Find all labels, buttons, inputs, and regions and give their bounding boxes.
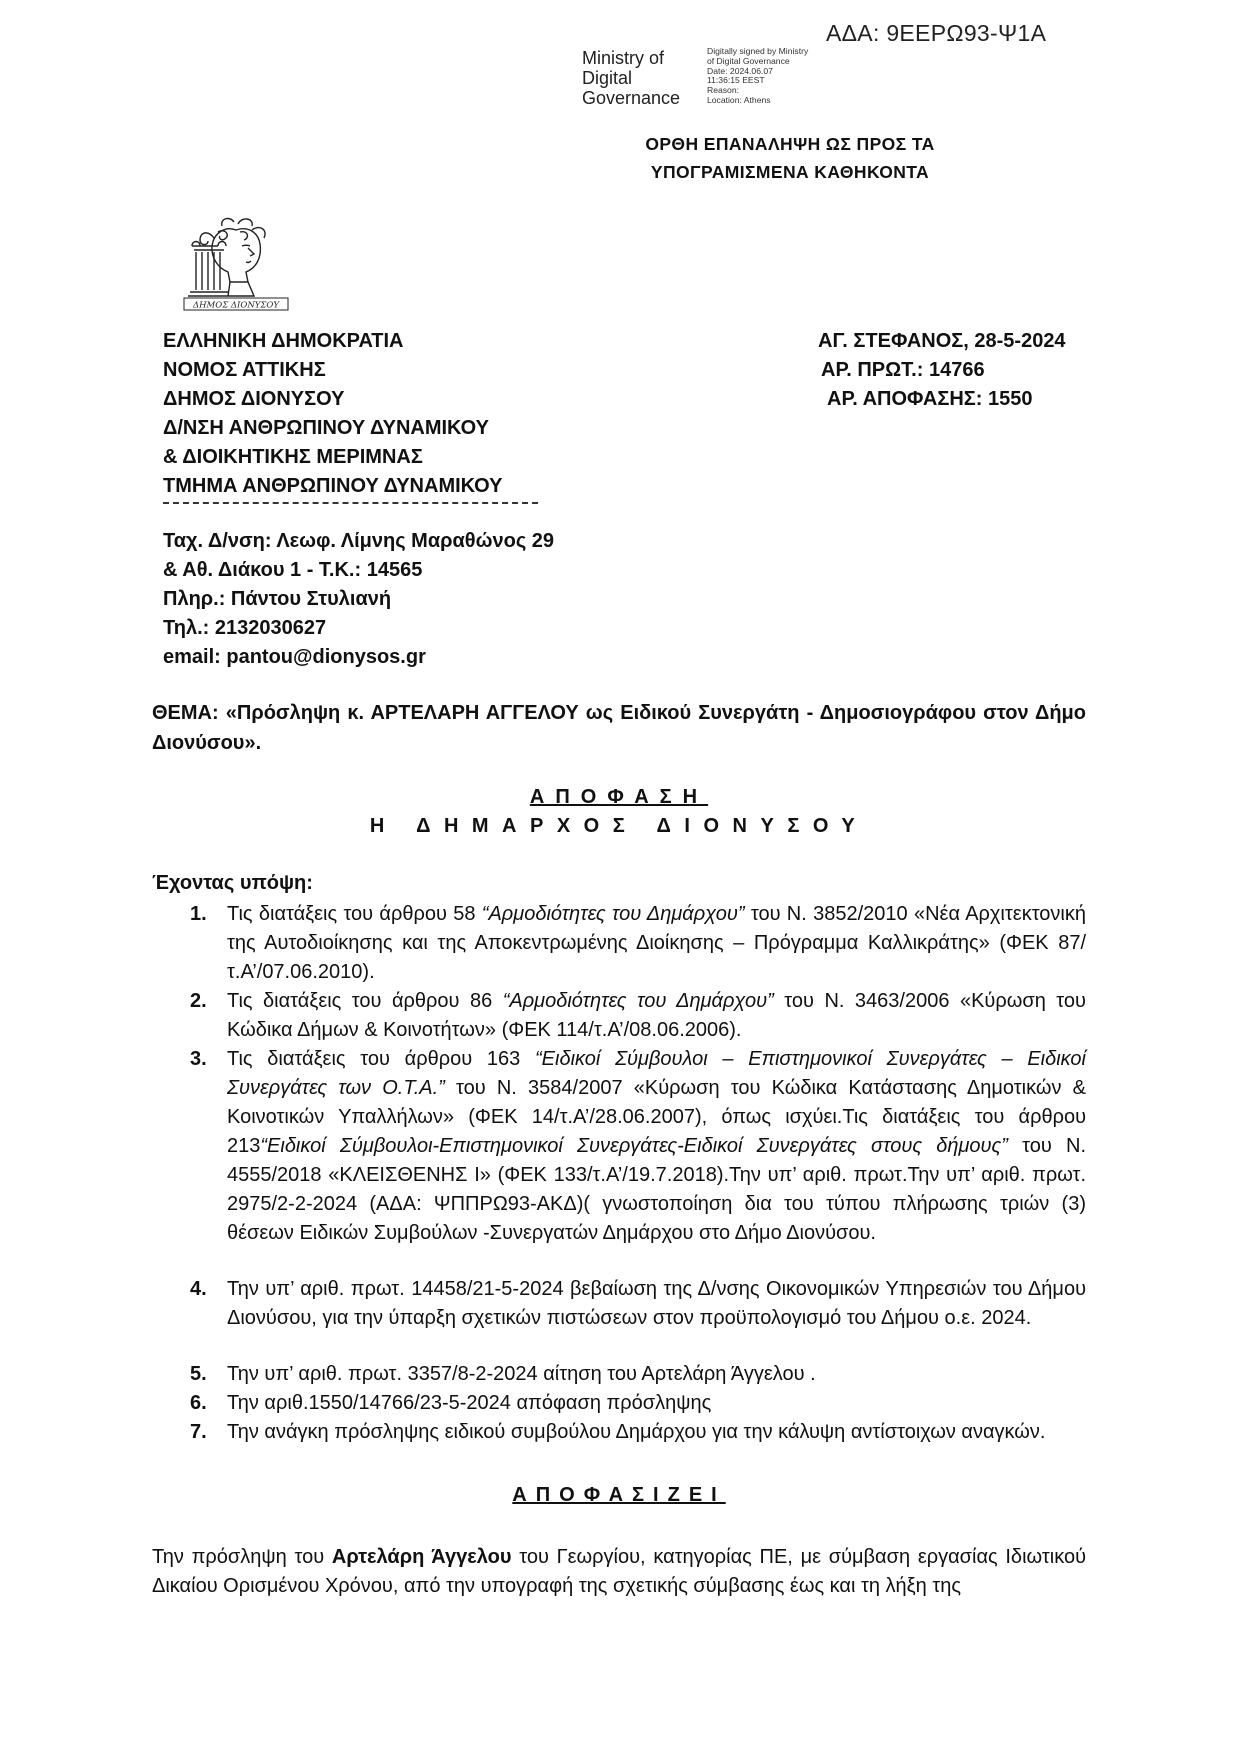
decision-paragraph bbox=[152, 1543, 1086, 1601]
item-text: Τις διατάξεις του άρθρου 86 bbox=[227, 990, 503, 1012]
considering-label: Έχοντας υπόψη: bbox=[152, 872, 313, 894]
org-line: Δ/ΝΣΗ ΑΝΘΡΩΠΙΝΟΥ ΔΥΝΑΜΙΚΟΥ bbox=[163, 417, 489, 439]
item-text: Τις διατάξεις του άρθρου 163 bbox=[227, 1048, 536, 1070]
item-number: 1. bbox=[190, 903, 207, 925]
item-text: Τις διατάξεις του άρθρου 58 bbox=[227, 903, 482, 925]
protocol-number: ΑΡ. ΠΡΩΤ.: 14766 bbox=[821, 359, 985, 381]
item-citation-title: “Αρμοδιότητες του Δημάρχου” bbox=[502, 990, 774, 1012]
contact-line: & Αθ. Διάκου 1 - Τ.Κ.: 14565 bbox=[163, 559, 423, 581]
decision-heading-text: ΑΠΟΦΑΣΗ bbox=[529, 786, 709, 808]
decides-heading-text: ΑΠΟΦΑΣΙΖΕΙ bbox=[512, 1484, 726, 1506]
consideration-item bbox=[152, 1418, 1086, 1447]
municipality-logo-icon bbox=[178, 212, 293, 312]
signature-org-line: Governance bbox=[582, 88, 681, 108]
signature-detail-line: Date: 2024.06.07 bbox=[707, 65, 773, 76]
item-number: 7. bbox=[190, 1421, 207, 1443]
correction-note-line: ΟΡΘΗ ΕΠΑΝΑΛΗΨΗ ΩΣ ΠΡΟΣ ΤΑ bbox=[645, 134, 935, 154]
contact-block bbox=[163, 527, 554, 672]
item-number: 4. bbox=[190, 1278, 207, 1300]
appointee-name: Αρτελάρη Άγγελου bbox=[331, 1546, 512, 1568]
item-text: του Ν. 3463/2006 «Κύρωση του Κώδικα Δήμων & Κοινοτήτων» (ΦΕΚ 114/τ.Α’/08.06.2006). bbox=[227, 990, 1086, 1041]
signature-org bbox=[582, 48, 680, 108]
correction-note bbox=[560, 130, 1020, 186]
org-line: & ΔΙΟΙΚΗΤΙΚΗΣ ΜΕΡΙΜΝΑΣ bbox=[163, 446, 423, 468]
item-text: Την αριθ.1550/14766/23-5-2024 απόφαση πρόσληψης bbox=[227, 1392, 712, 1414]
paragraph-text: Την πρόσληψη του bbox=[152, 1546, 332, 1568]
consideration-item bbox=[152, 1360, 1086, 1389]
signature-org-line: Digital bbox=[582, 68, 633, 88]
org-line: ΝΟΜΟΣ ΑΤΤΙΚΗΣ bbox=[163, 359, 326, 381]
item-text: του Ν. 3852/2010 «Νέα Αρχιτεκτονική της Αυτοδιοίκησης και της Αποκεντρωμένης Διοίκησης – Πρόγραμμα Καλλικράτης» (ΦΕΚ 87/τ.Α’/07.06.2010). bbox=[227, 903, 1086, 983]
item-text: Την ανάγκη πρόσληψης ειδικού συμβούλου Δημάρχου για την κάλυψη αντίστοιχων αναγκών. bbox=[227, 1421, 1046, 1443]
org-line: ΕΛΛΗΝΙΚΗ ΔΗΜΟΚΡΑΤΙΑ bbox=[163, 330, 404, 352]
item-text: Την υπ’ αριθ. πρωτ. 3357/8-2-2024 αίτηση του Αρτελάρη Άγγελου . bbox=[227, 1363, 816, 1385]
item-text: Την υπ’ αριθ. πρωτ. 14458/21-5-2024 βεβαίωση της Δ/νσης Οικονομικών Υπηρεσιών του Δήμου Διονύσου, για την ύπαρξη σχετικών πιστώσεων στον προϋπολογισμό του Δήμου ο.ε. 2024. bbox=[227, 1278, 1086, 1329]
signature-details bbox=[707, 47, 808, 106]
mayor-heading: Η ΔΗΜΑΡΧΟΣ ΔΙΟΝΥΣΟΥ bbox=[369, 815, 869, 837]
contact-line: Ταχ. Δ/νση: Λεωφ. Λίμνης Μαραθώνος 29 bbox=[163, 530, 555, 552]
contact-email: email: pantou@dionysos.gr bbox=[163, 646, 426, 668]
decides-heading bbox=[152, 1484, 1086, 1507]
paragraph-text: του Γεωργίου, κατηγορίας ΠΕ, με σύμβαση εργασίας Ιδιωτικού Δικαίου Ορισμένου Χρόνου, από την υπογραφή της σχετικής σύμβασης έως και τη λήξη της bbox=[152, 1546, 1087, 1597]
dashed-divider bbox=[163, 502, 538, 504]
signature-detail-line: Location: Athens bbox=[707, 94, 771, 105]
org-line: ΤΜΗΜΑ ΑΝΘΡΩΠΙΝΟΥ ΔΥΝΑΜΙΚΟΥ bbox=[163, 475, 503, 497]
signature-detail-line: Reason: bbox=[707, 85, 740, 96]
item-number: 2. bbox=[190, 990, 207, 1012]
contact-line: Τηλ.: 2132030627 bbox=[163, 617, 327, 639]
item-text: του Ν. 3584/2007 «Κύρωση του Κώδικα Κατάστασης Δημοτικών & Κοινοτικών Υπαλλήλων» (ΦΕΚ 14/τ.Α’/28.06.2007), όπως ισχύει.Τις διατάξεις του άρθρου 213 bbox=[227, 1077, 1086, 1157]
subject-line: ΘΕΜΑ: «Πρόσληψη κ. ΑΡΤΕΛΑΡΗ ΑΓΓΕΛΟΥ ως Ειδικού Συνεργάτη - Δημοσιογράφου στον Δήμο Διονύσου». bbox=[152, 702, 1086, 754]
item-citation-title: “Ειδικοί Σύμβουλοι-Επιστημονικοί Συνεργάτες-Ειδικοί Συνεργάτες στους δήμους” bbox=[260, 1135, 1008, 1157]
consideration-item bbox=[152, 1389, 1086, 1418]
considerations-list bbox=[152, 900, 1086, 1447]
signature-org-line: Ministry of bbox=[582, 48, 665, 68]
item-citation-title: “Ειδικοί Σύμβουλοι – Επιστημονικοί Συνεργάτες – Ειδικοί Συνεργάτες των Ο.Τ.Α.” bbox=[227, 1048, 1086, 1099]
consideration-item bbox=[152, 1275, 1086, 1333]
place-date: ΑΓ. ΣΤΕΦΑΝΟΣ, 28-5-2024 bbox=[818, 330, 1066, 352]
organization-block bbox=[163, 327, 503, 501]
org-line: ΔΗΜΟΣ ΔΙΟΝΥΣΟΥ bbox=[163, 388, 345, 410]
decision-heading bbox=[152, 786, 1086, 809]
document-meta bbox=[818, 327, 1066, 414]
consideration-item bbox=[152, 900, 1086, 987]
signature-detail-line: 11:36:15 EEST bbox=[707, 75, 765, 86]
ada-code: ΑΔΑ: 9ΕΕΡΩ93-Ψ1Α bbox=[826, 20, 1047, 46]
contact-line: Πληρ.: Πάντου Στυλιανή bbox=[163, 588, 392, 610]
correction-note-line: ΥΠΟΓΡΑΜΙΣΜΕΝΑ ΚΑΘΗΚΟΝΤΑ bbox=[650, 162, 930, 182]
item-number: 5. bbox=[190, 1363, 207, 1385]
item-number: 6. bbox=[190, 1392, 207, 1414]
item-spacer bbox=[152, 1248, 1086, 1275]
signature-detail-line: of Digital Governance bbox=[707, 55, 790, 66]
item-spacer bbox=[152, 1333, 1086, 1360]
item-citation-title: “Αρμοδιότητες του Δημάρχου” bbox=[481, 903, 745, 925]
item-number: 3. bbox=[190, 1048, 207, 1070]
signature-detail-line: Digitally signed by Ministry bbox=[707, 46, 809, 56]
consideration-item bbox=[152, 1045, 1086, 1248]
decision-number: ΑΡ. ΑΠΟΦΑΣΗΣ: 1550 bbox=[827, 388, 1033, 410]
consideration-item bbox=[152, 987, 1086, 1045]
item-text: του Ν. 4555/2018 «ΚΛΕΙΣΘΕΝΗΣ Ι» (ΦΕΚ 133/τ.Α’/19.7.2018).Την υπ’ αριθ. πρωτ.Την υπ’ αριθ. πρωτ. 2975/2-2-2024 (ΑΔΑ: ΨΠΠΡΩ93-ΑΚΔ)( γνωστοποίηση δια του τύπου πλήρωσης τριών (3) θέσεων Ειδικών Συμβούλων -Συνεργατών Δημάρχου στο Δήμο Διονύσου. bbox=[227, 1135, 1087, 1244]
logo-caption: ΔΗΜΟΣ ΔΙΟΝΥΣΟΥ bbox=[192, 300, 280, 311]
